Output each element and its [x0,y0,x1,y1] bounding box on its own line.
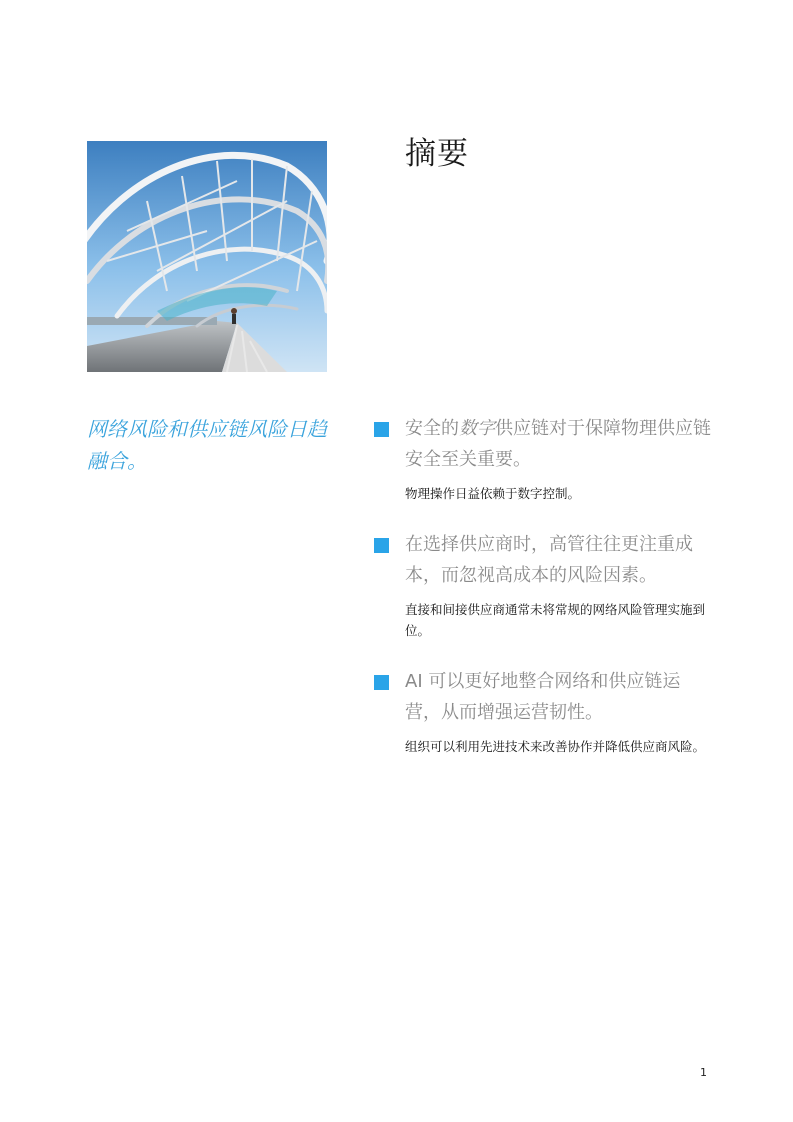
page-number: 1 [700,1066,707,1079]
key-point-detail: 物理操作日益依赖于数字控制。 [405,486,581,501]
key-point-3 [374,666,714,757]
key-point-detail: 组织可以利用先进技术来改善协作并降低供应商风险。 [405,739,706,754]
tagline: 网络风险和供应链风险日趋融合。 [87,417,327,473]
square-bullet-icon [374,422,389,437]
key-point-headline: 在选择供应商时，高管往往更注重成本，而忽视高成本的风险因素。 [405,534,693,586]
square-bullet-icon [374,675,389,690]
key-point-2 [374,529,714,641]
key-point-headline: AI 可以更好地整合网络和供应链运营，从而增强运营韧性。 [405,671,681,723]
key-point-1 [374,413,714,504]
key-point-detail: 直接和间接供应商通常未将常规的网络风险管理实施到位。 [405,602,706,638]
key-point-headline: 安全的数字供应链对于保障物理供应链安全至关重要。 [405,418,711,470]
bridge-photo [87,141,327,372]
emphasis-text: 数字 [459,418,495,439]
square-bullet-icon [374,538,389,553]
page-title: 摘要 [405,136,469,172]
